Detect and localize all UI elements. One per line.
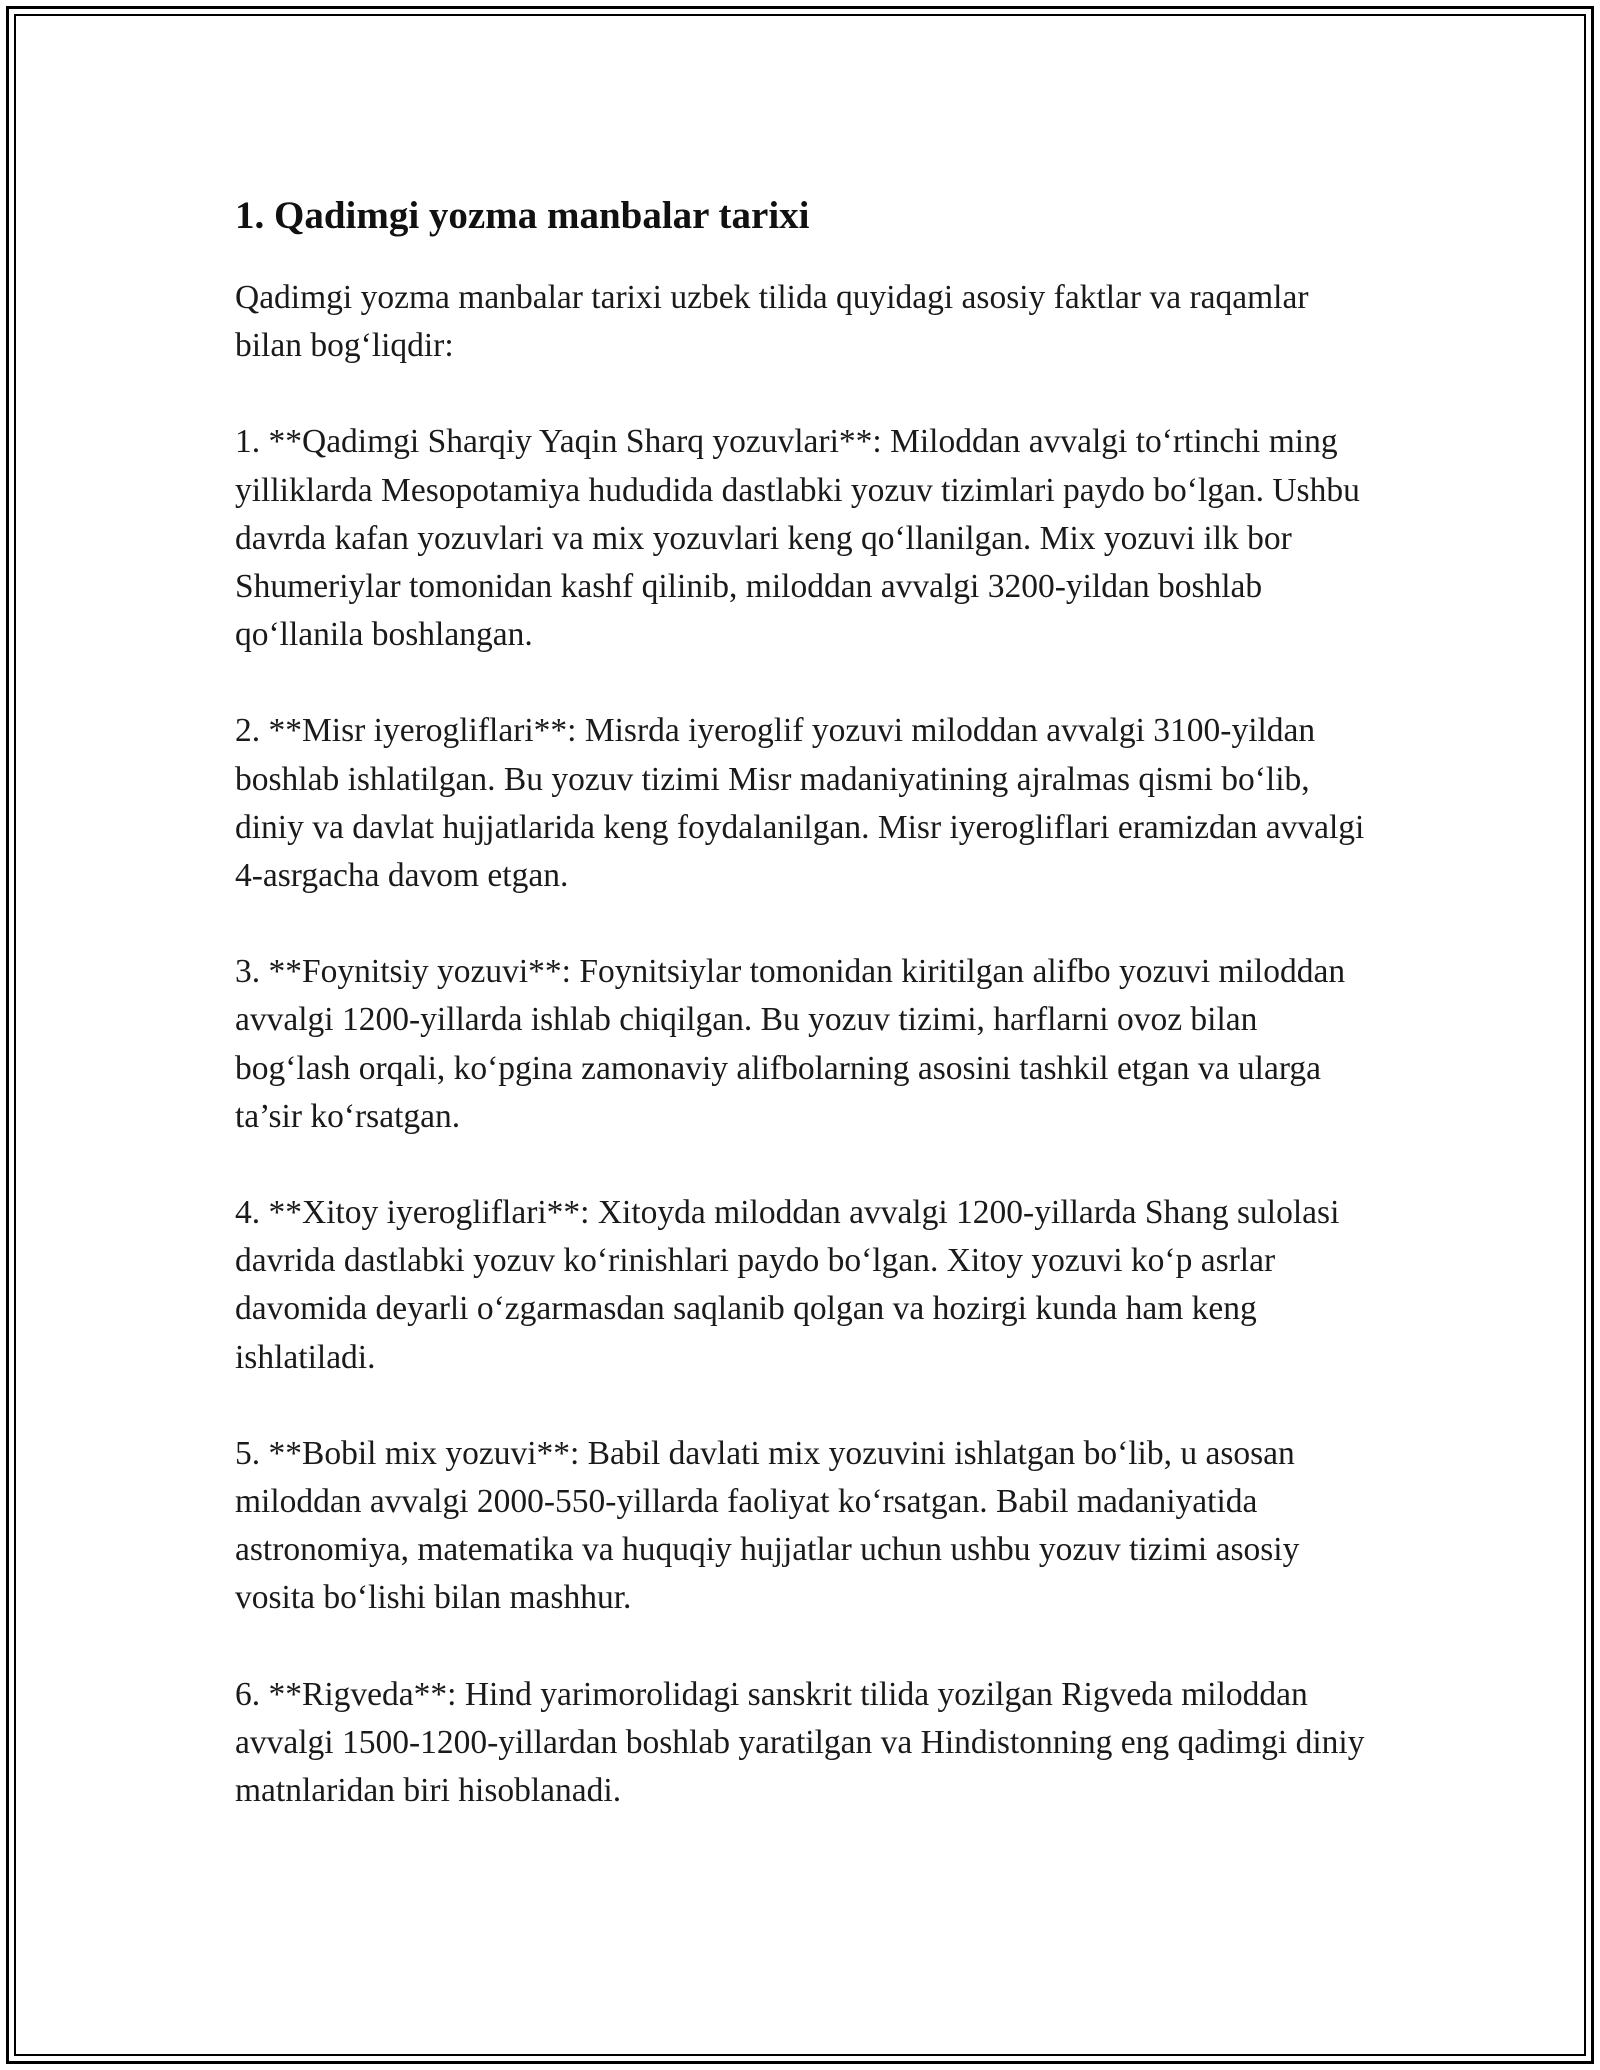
document-title: 1. Qadimgi yozma manbalar tarixi bbox=[235, 194, 810, 237]
list-item: 3. **Foynitsiy yozuvi**: Foynitsiylar tomonidan kiritilgan alifbo yozuvi miloddan avvalgi 1200-yillarda ishlab chiqilgan. Bu yozuv tizimi, harflarni ovoz bilan bog‘lash orqali, ko‘pgina zamonaviy alifbolarning asosini tashkil etgan va ularga ta’sir ko‘rsatgan. bbox=[235, 953, 1346, 1135]
list-item: 1. **Qadimgi Sharqiy Yaqin Sharq yozuvlari**: Miloddan avvalgi to‘rtinchi ming yilliklarda Mesopotamiya hududida dastlabki yozuv tizimlari paydo bo‘lgan. Ushbu davrda kafan yozuvlari va mix yozuvlari keng qo‘llanilgan. Mix yozuvi ilk bor Shumeriylar tomonidan kashf qilinib, miloddan avvalgi 3200-yildan boshlab qo‘llanila boshlangan. bbox=[235, 423, 1360, 654]
list-item: 5. **Bobil mix yozuvi**: Babil davlati mix yozuvini ishlatgan bo‘lib, u asosan miloddan avvalgi 2000-550-yillarda faoliyat ko‘rsatgan. Babil madaniyatida astronomiya, matematika va huquqiy hujjatlar uchun ushbu yozuv tizimi asosiy vosita bo‘lishi bilan mashhur. bbox=[235, 1434, 1300, 1617]
list-item: 6. **Rigveda**: Hind yarimorolidagi sanskrit tilida yozilgan Rigveda miloddan avvalgi 1500-1200-yillardan boshlab yaratilgan va Hindistonning eng qadimgi diniy matnlaridan biri hisoblanadi. bbox=[235, 1675, 1365, 1810]
list-item: 4. **Xitoy iyerogliflari**: Xitoyda miloddan avvalgi 1200-yillarda Shang sulolasi davrida dastlabki yozuv ko‘rinishlari paydo bo‘lgan. Xitoy yozuvi ko‘p asrlar davomida deyarli o‘zgarmasdan saqlanib qolgan va hozirgi kunda ham keng ishlatiladi. bbox=[235, 1194, 1340, 1376]
list-item: 2. **Misr iyerogliflari**: Misrda iyeroglif yozuvi miloddan avvalgi 3100-yildan boshlab ishlatilgan. Bu yozuv tizimi Misr madaniyatining ajralmas qismi bo‘lib, diniy va davlat hujjatlarida keng foydalanilgan. Misr iyerogliflari eramizdan avvalgi 4-asrgacha davom etgan. bbox=[235, 712, 1365, 895]
intro-paragraph: Qadimgi yozma manbalar tarixi uzbek tilida quyidagi asosiy faktlar va raqamlar bilan bog‘liqdir: bbox=[235, 279, 1309, 365]
document-body bbox=[235, 190, 1375, 1863]
